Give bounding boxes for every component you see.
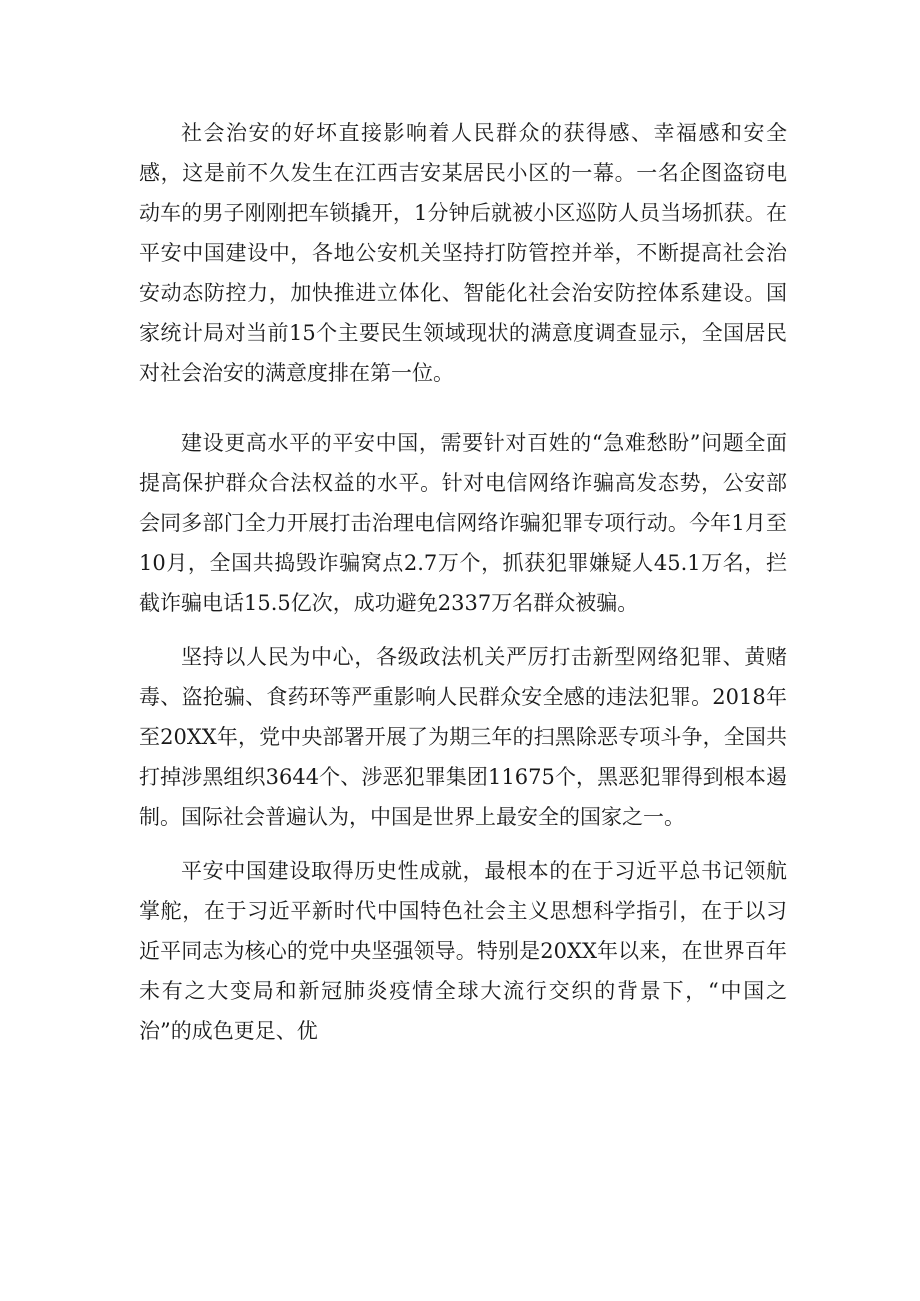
paragraph-leadership-achievements: 平安中国建设取得历史性成就，最根本的在于习近平总书记领航掌舵，在于习近平新时代中国特色社会主义思想科学指引，在于以习近平同志为核心的党中央坚强领导。特别是20XX年以来，在世界百年未有之大变局和新冠肺炎疫情全球大流行交织的背景下，“中国之治”的成色更足、优 [139, 859, 787, 1043]
paragraph-telecom-fraud-crackdown: 建设更高水平的平安中国，需要针对百姓的“急难愁盼”问题全面提高保护群众合法权益的水平。针对电信网络诈骗高发态势，公安部会同多部门全力开展打击治理电信网络诈骗犯罪专项行动。今年1月至10月，全国共捣毁诈骗窝点2.7万个，抓获犯罪嫌疑人45.1万名，拦截诈骗电话15.5亿次，成功避免2337万名群众被骗。 [139, 431, 787, 615]
paragraph-organized-crime-campaign: 坚持以人民为中心，各级政法机关严厉打击新型网络犯罪、黄赌毒、盗抢骗、食药环等严重影响人民群众安全感的违法犯罪。2018年至20XX年，党中央部署开展了为期三年的扫黑除恶专项斗争，全国共打掉涉黑组织3644个、涉恶犯罪集团11675个，黑恶犯罪得到根本遏制。国际社会普遍认为，中国是世界上最安全的国家之一。 [139, 645, 787, 829]
document-body [139, 113, 787, 1051]
paragraph-public-security-satisfaction: 社会治安的好坏直接影响着人民群众的获得感、幸福感和安全感，这是前不久发生在江西吉安某居民小区的一幕。一名企图盗窃电动车的男子刚刚把车锁撬开，1分钟后就被小区巡防人员当场抓获。在平安中国建设中，各地公安机关坚持打防管控并举，不断提高社会治安动态防控力，加快推进立体化、智能化社会治安防控体系建设。国家统计局对当前15个主要民生领域现状的满意度调查显示，全国居民对社会治安的满意度排在第一位。 [139, 121, 787, 385]
